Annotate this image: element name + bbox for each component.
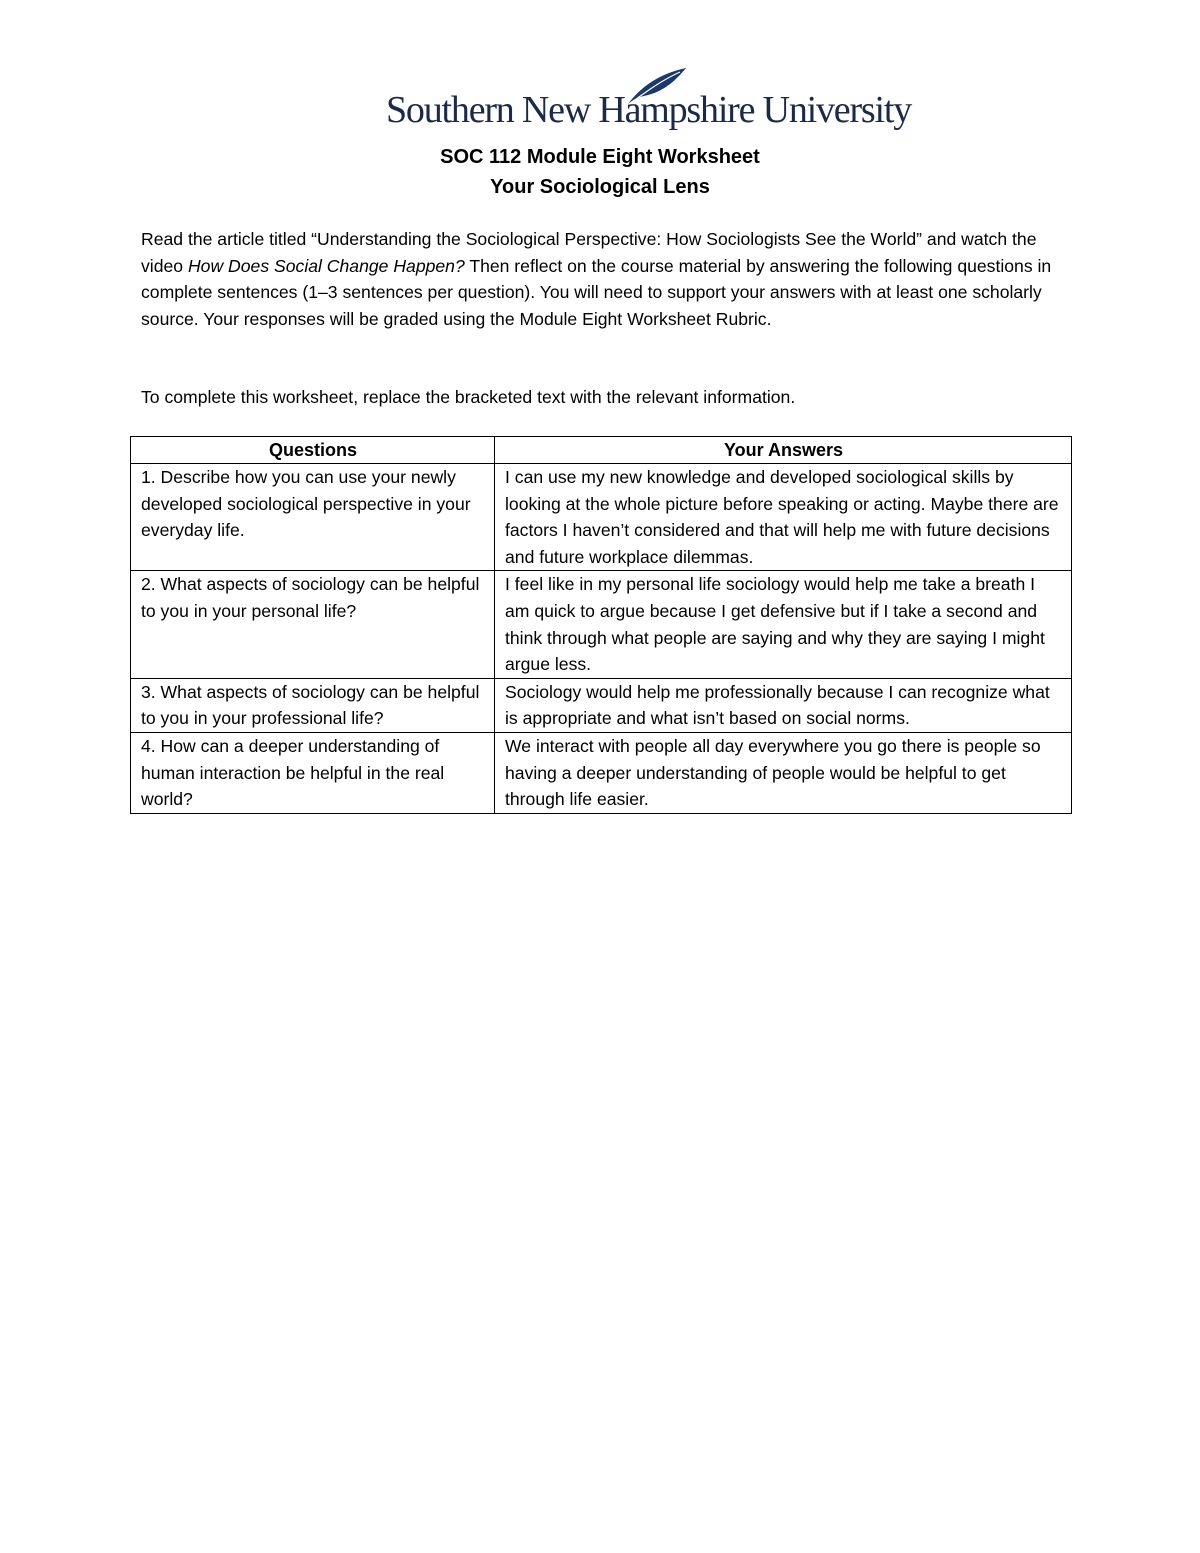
table-header-row [131,437,1072,464]
intro-paragraph [141,226,1071,332]
answer-cell[interactable]: I can use my new knowledge and developed sociological skills by looking at the whole picture before speaking or acting. Maybe there are factors I haven’t considered and that will help me with future decisions and future workplace dilemmas. [495,464,1072,571]
intro-prefix: Read the article titled “Understanding the Sociological Perspective: How Sociologists See the World” and watch the video [141,229,1037,276]
logo-wordmark: Southern New Hampshire University [386,89,912,131]
page-title: SOC 112 Module Eight Worksheet [440,146,760,168]
table-row [131,678,1072,732]
answers-header: Your Answers [495,437,1072,464]
table-row [131,732,1072,813]
table-row [131,571,1072,678]
video-title: How Does Social Change Happen? [187,255,465,276]
intro-suffix: Then reflect on the course material by answering the following questions in complete sentences (1–3 sentences per question). You will need to support your answers with at least one scholarly source. Your responses will be graded using the Module Eight Worksheet Rubric. [141,255,1052,329]
answer-cell[interactable]: Sociology would help me professionally because I can recognize what is appropriate and what isn’t based on social norms. [495,678,1072,732]
answer-cell[interactable]: I feel like in my personal life sociology would help me take a breath I am quick to argue because I get defensive but if I take a second and think through what people are saying and why they are saying I might argue less. [495,571,1072,678]
questions-header: Questions [131,437,495,464]
table-row [131,464,1072,571]
question-cell: 3. What aspects of sociology can be helpful to you in your professional life? [131,678,495,732]
worksheet-table [130,436,1072,814]
instructions-paragraph: To complete this worksheet, replace the bracketed text with the relevant information. [141,387,796,407]
university-logo [386,66,912,138]
question-cell: 2. What aspects of sociology can be helpful to you in your personal life? [131,571,495,678]
question-cell: 4. How can a deeper understanding of human interaction be helpful in the real world? [131,732,495,813]
page-subtitle: Your Sociological Lens [490,176,710,198]
question-cell: 1. Describe how you can use your newly developed sociological perspective in your everyday life. [131,464,495,571]
answer-cell[interactable]: We interact with people all day everywhere you go there is people so having a deeper understanding of people would be helpful to get through life easier. [495,732,1072,813]
